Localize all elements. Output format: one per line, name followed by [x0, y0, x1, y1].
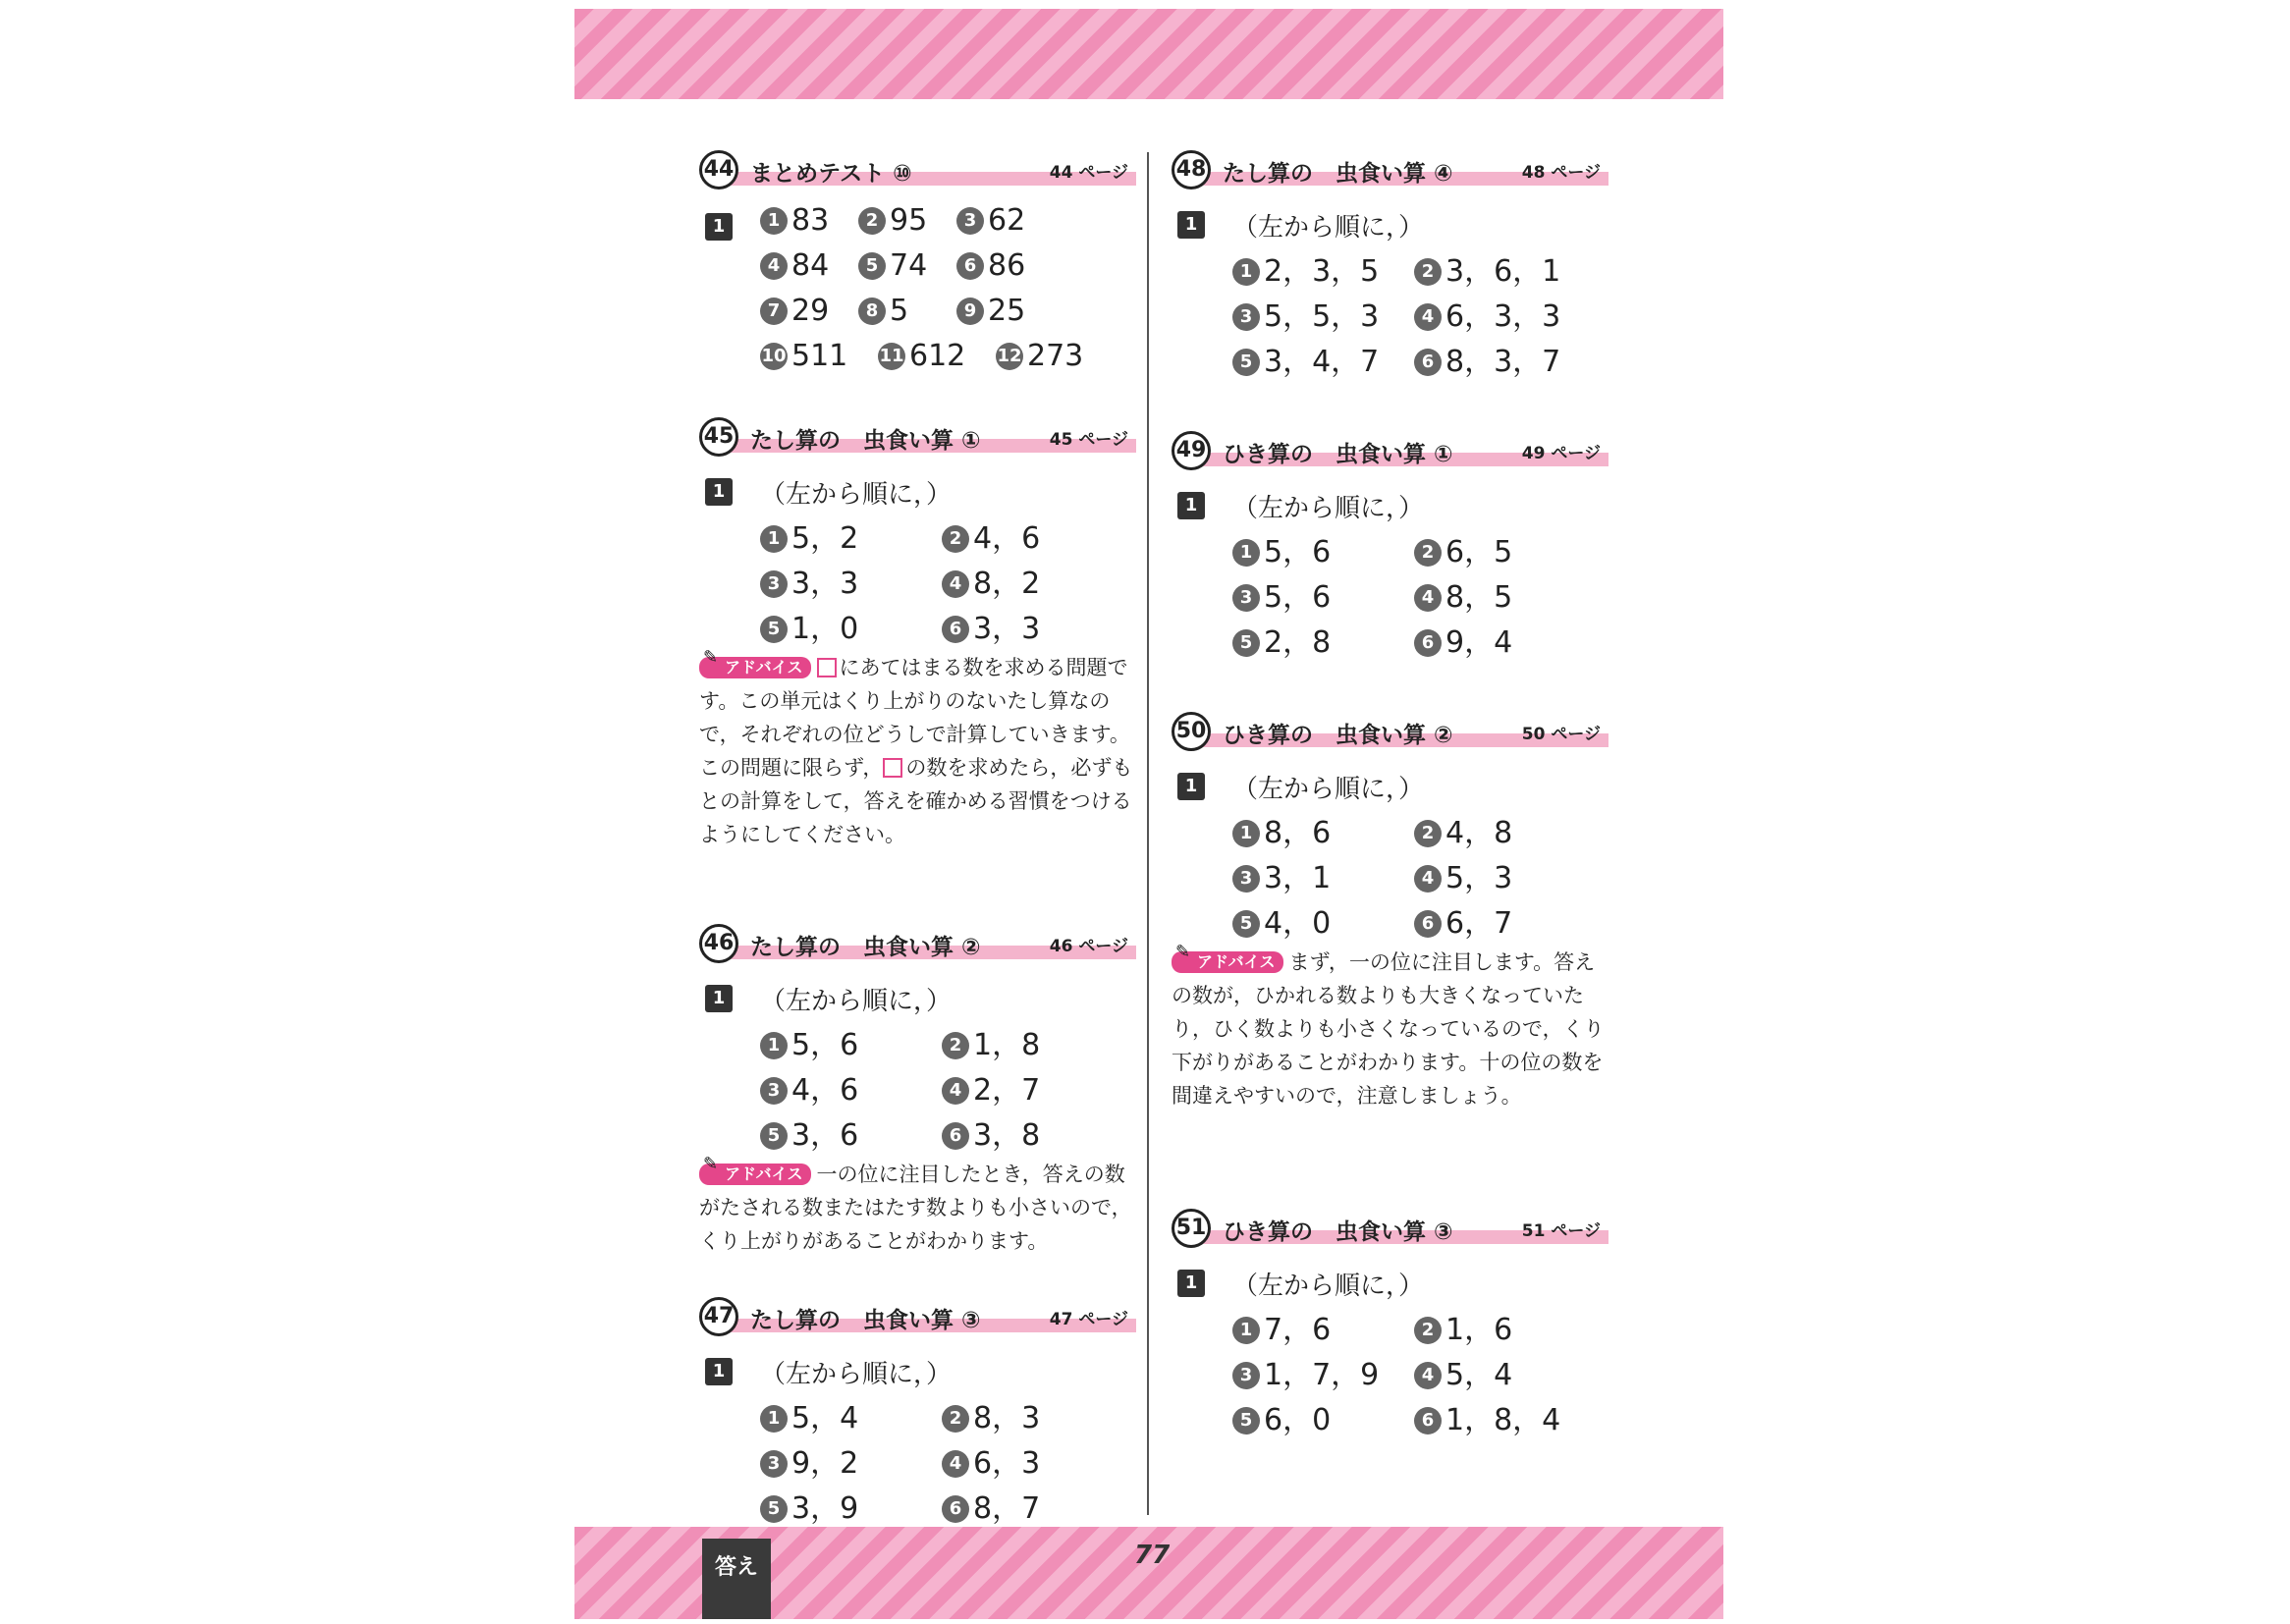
answer-value: 5，6: [1264, 535, 1332, 569]
section-title: ひき算の 虫食い算 ②: [1223, 723, 1453, 748]
answer-index: 2: [1414, 539, 1442, 567]
answer-value: 8，7: [973, 1491, 1041, 1526]
answer-index: 3: [760, 1077, 788, 1105]
question-number-box: 1: [705, 213, 733, 241]
answer-row: [699, 1484, 1136, 1529]
answer-row: [699, 1020, 1136, 1065]
answers-tab: 答え: [702, 1539, 771, 1619]
advice-label: ✎ アドバイス: [699, 1164, 811, 1185]
section-number: 50: [1172, 712, 1211, 751]
answer-item: [1414, 527, 1512, 570]
answer-value: 74: [890, 248, 928, 283]
answer-index: 4: [1414, 865, 1442, 893]
section-51: [1172, 1209, 1608, 1440]
section-number: 47: [699, 1297, 738, 1336]
answer-value: 1，8，4: [1445, 1403, 1561, 1437]
answer-value: 3，9: [791, 1491, 859, 1526]
answer-item: [942, 604, 1040, 647]
answer-item: [1414, 292, 1560, 335]
answer-value: 25: [988, 294, 1026, 328]
page-reference: 50 ページ: [1521, 725, 1601, 744]
answer-value: 2，8: [1264, 625, 1332, 660]
answer-item: [1414, 572, 1512, 616]
advice-text-2a: この問題に限らず，: [699, 756, 884, 780]
answer-value: 9，2: [791, 1446, 859, 1481]
answer-value: 5，6: [791, 1028, 859, 1062]
section-header: [1172, 1209, 1608, 1254]
question-row: [699, 203, 1136, 248]
answer-item: [1414, 246, 1560, 290]
section-header: [1172, 431, 1608, 476]
answer-value: 6，3，3: [1445, 299, 1561, 334]
advice-text: まず，一の位に注目します。答えの数が，ひかれる数よりも大きくなっていたり，ひく数よりも小さくなっているので，くり下がりがあることがわかります。十の位の数を間違えやすいので，注意しましょう。: [1172, 950, 1605, 1108]
answer-value: 9，4: [1445, 625, 1513, 660]
answer-index: 6: [1414, 349, 1442, 376]
advice-text: 一の位に注目したとき，答えの数がたされる数またはたす数よりも小さいので，くり上がりがあることがわかります。: [699, 1163, 1132, 1253]
answer-value: 3，3: [791, 567, 859, 601]
answer-index: 4: [1414, 303, 1442, 331]
answer-value: 3，3: [973, 612, 1041, 646]
answer-item: [956, 248, 1025, 283]
answer-item: [760, 1393, 858, 1436]
answer-item: [942, 514, 1040, 557]
section-number: 45: [699, 417, 738, 457]
answer-row: [1172, 1395, 1608, 1440]
answer-item: [1232, 292, 1379, 335]
answer-item: [1414, 337, 1560, 380]
section-title: ひき算の 虫食い算 ①: [1223, 442, 1453, 467]
answer-item: [760, 604, 858, 647]
answer-value: 7，6: [1264, 1313, 1332, 1347]
order-note: （左から順に，）: [1232, 494, 1425, 523]
answer-index: 7: [760, 298, 788, 325]
answer-item: [760, 514, 858, 557]
answer-value: 62: [988, 203, 1026, 238]
answer-item: [942, 559, 1040, 602]
answer-index: 5: [1232, 629, 1260, 657]
answer-row: [699, 339, 1136, 384]
section-50: [1172, 712, 1608, 1112]
answer-item: [1232, 618, 1331, 661]
advice-text-2b: の数を求めたら，必ずもとの計算をして，答えを確かめる習慣をつけるようにしてください。: [699, 756, 1133, 846]
question-number-box: 1: [1177, 1270, 1205, 1297]
answer-row: [699, 294, 1136, 339]
answer-item: [1414, 808, 1512, 851]
answer-index: 1: [760, 1032, 788, 1059]
answer-item: [760, 1020, 858, 1063]
advice-box: [699, 647, 1136, 851]
answer-row: [1172, 1350, 1608, 1395]
answer-item: [1232, 898, 1331, 942]
blank-box-icon: [817, 658, 837, 677]
answer-item: [760, 294, 829, 328]
answer-value: 1，6: [1445, 1313, 1513, 1347]
answer-index: 2: [942, 1032, 969, 1059]
answer-item: [1414, 618, 1512, 661]
answer-item: [956, 203, 1025, 238]
answer-index: 6: [1414, 1407, 1442, 1435]
answer-value: 5: [890, 294, 909, 328]
answer-index: 3: [1232, 1362, 1260, 1389]
answer-index: 6: [956, 252, 984, 280]
answer-index: 2: [1414, 820, 1442, 847]
section-44: [699, 150, 1136, 384]
answer-index: 4: [1414, 584, 1442, 612]
answer-value: 5，4: [1445, 1358, 1513, 1392]
answer-item: [1232, 1350, 1379, 1393]
question-number-box: 1: [1177, 211, 1205, 239]
page-reference: 51 ページ: [1521, 1221, 1601, 1241]
answer-item: [1232, 808, 1331, 851]
question-row: [699, 1348, 1136, 1393]
answer-index: 6: [942, 616, 969, 643]
answer-item: [1414, 853, 1512, 896]
answer-row: [1172, 337, 1608, 382]
answer-value: 6，0: [1264, 1403, 1332, 1437]
answer-item: [760, 248, 829, 283]
section-title: たし算の 虫食い算 ②: [750, 935, 981, 960]
page-reference: 48 ページ: [1521, 163, 1601, 183]
question-row: [699, 468, 1136, 514]
answer-item: [760, 559, 858, 602]
section-title: たし算の 虫食い算 ④: [1223, 161, 1453, 187]
answer-index: 5: [1232, 910, 1260, 938]
answer-index: 4: [1414, 1362, 1442, 1389]
answer-item: [1232, 1395, 1331, 1438]
answer-index: 1: [760, 207, 788, 235]
order-note: （左から順に，）: [1232, 1272, 1425, 1301]
answer-value: 6，5: [1445, 535, 1513, 569]
answer-row: [1172, 1305, 1608, 1350]
answer-value: 2，3，5: [1264, 254, 1380, 289]
answer-index: 2: [858, 207, 886, 235]
answer-index: 1: [1232, 1317, 1260, 1344]
answer-row: [1172, 292, 1608, 337]
pencil-icon: ✎: [1175, 942, 1191, 962]
answer-value: 8，3，7: [1445, 345, 1561, 379]
answer-value: 3，8: [973, 1118, 1041, 1153]
answer-index: 10: [760, 343, 788, 370]
page-reference: 45 ページ: [1049, 430, 1128, 450]
answer-value: 2，7: [973, 1073, 1041, 1108]
answer-row: [699, 559, 1136, 604]
question-row: [1172, 1260, 1608, 1305]
answer-value: 612: [909, 339, 966, 373]
answer-index: 2: [942, 525, 969, 553]
answer-row: [1172, 808, 1608, 853]
answer-item: [760, 339, 847, 373]
answer-value: 3，6，1: [1445, 254, 1561, 289]
question-number-box: 1: [705, 1358, 733, 1385]
answer-value: 273: [1027, 339, 1084, 373]
order-note: （左から順に，）: [760, 480, 953, 510]
answer-row: [1172, 572, 1608, 618]
advice-label: ✎ アドバイス: [1172, 951, 1283, 973]
answer-value: 29: [791, 294, 830, 328]
advice-box: [699, 1154, 1136, 1258]
answer-page: [574, 9, 1723, 1619]
answer-item: [1232, 1305, 1331, 1348]
answer-value: 86: [988, 248, 1026, 283]
answer-item: [1232, 527, 1331, 570]
order-note: （左から順に，）: [760, 987, 953, 1016]
advice-text-1: にあてはまる数を求める問題です。この単元はくり上がりのないたし算なので，それぞれの位どうしで計算していきます。: [699, 656, 1130, 746]
question-number-box: 1: [1177, 492, 1205, 519]
answer-item: [760, 1438, 858, 1482]
answer-item: [1414, 1350, 1512, 1393]
section-49: [1172, 431, 1608, 663]
answer-value: 83: [791, 203, 830, 238]
answer-item: [942, 1020, 1040, 1063]
answer-row: [699, 514, 1136, 559]
section-header: [699, 150, 1136, 195]
answer-index: 5: [858, 252, 886, 280]
answer-value: 4，6: [791, 1073, 859, 1108]
answer-item: [1414, 1395, 1560, 1438]
section-title: ひき算の 虫食い算 ③: [1223, 1219, 1453, 1245]
answer-row: [1172, 898, 1608, 944]
question-number-box: 1: [705, 985, 733, 1012]
answer-index: 12: [996, 343, 1023, 370]
answer-item: [1232, 246, 1379, 290]
answer-index: 5: [1232, 1407, 1260, 1435]
answer-row: [1172, 246, 1608, 292]
section-number: 48: [1172, 150, 1211, 189]
answer-item: [1414, 1305, 1512, 1348]
answer-index: 3: [1232, 584, 1260, 612]
advice-box: [1172, 942, 1608, 1112]
page-reference: 47 ページ: [1049, 1310, 1128, 1329]
answer-row: [699, 1393, 1136, 1438]
answer-row: [699, 1110, 1136, 1156]
section-title: たし算の 虫食い算 ①: [750, 428, 981, 454]
answer-item: [942, 1438, 1040, 1482]
answer-index: 5: [1232, 349, 1260, 376]
answer-index: 1: [760, 1405, 788, 1433]
answer-index: 6: [1414, 910, 1442, 938]
section-number: 46: [699, 924, 738, 963]
top-stripe-banner: [574, 9, 1723, 99]
answer-value: 95: [890, 203, 928, 238]
answer-value: 8，6: [1264, 816, 1332, 850]
answer-value: 8，5: [1445, 580, 1513, 615]
answer-row: [1172, 853, 1608, 898]
answer-row: [699, 604, 1136, 649]
answer-value: 5，6: [1264, 580, 1332, 615]
answer-value: 3，6: [791, 1118, 859, 1153]
section-number: 49: [1172, 431, 1211, 470]
answer-index: 2: [1414, 1317, 1442, 1344]
answer-index: 5: [760, 1122, 788, 1150]
answer-index: 6: [942, 1495, 969, 1523]
answer-index: 6: [1414, 629, 1442, 657]
column-divider: [1147, 152, 1149, 1515]
question-number-box: 1: [1177, 773, 1205, 800]
question-row: [1172, 763, 1608, 808]
question-row: [699, 975, 1136, 1020]
blank-box-icon: [883, 758, 902, 778]
answer-item: [878, 339, 965, 373]
section-48: [1172, 150, 1608, 382]
section-header: [699, 1297, 1136, 1342]
answer-row: [1172, 618, 1608, 663]
advice-label: ✎ アドバイス: [699, 657, 811, 678]
answer-item: [942, 1065, 1040, 1109]
answer-item: [996, 339, 1083, 373]
answer-item: [956, 294, 1025, 328]
answer-row: [699, 1065, 1136, 1110]
answer-item: [760, 203, 829, 238]
answer-index: 3: [760, 570, 788, 598]
answer-row: [1172, 527, 1608, 572]
order-note: （左から順に，）: [1232, 775, 1425, 804]
answer-row: [699, 1438, 1136, 1484]
section-header: [699, 924, 1136, 969]
answer-item: [942, 1393, 1040, 1436]
answer-value: 1，0: [791, 612, 859, 646]
answer-index: 6: [942, 1122, 969, 1150]
section-47: [699, 1297, 1136, 1529]
answer-index: 1: [760, 525, 788, 553]
answer-index: 3: [1232, 303, 1260, 331]
answer-item: [1232, 337, 1379, 380]
answer-item: [858, 294, 908, 328]
answer-index: 3: [1232, 865, 1260, 893]
answer-item: [942, 1484, 1040, 1527]
order-note: （左から順に，）: [760, 1360, 953, 1389]
section-45: [699, 417, 1136, 851]
pencil-icon: ✎: [703, 1154, 719, 1174]
answer-index: 1: [1232, 258, 1260, 286]
answer-index: 3: [956, 207, 984, 235]
answer-value: 4，0: [1264, 906, 1332, 941]
answer-index: 5: [760, 1495, 788, 1523]
answer-item: [760, 1484, 858, 1527]
question-row: [1172, 482, 1608, 527]
section-number: 51: [1172, 1209, 1211, 1248]
question-number-box: 1: [705, 478, 733, 506]
answer-item: [858, 248, 927, 283]
section-46: [699, 924, 1136, 1258]
answer-value: 5，2: [791, 521, 859, 556]
section-number: 44: [699, 150, 738, 189]
answer-value: 6，3: [973, 1446, 1041, 1481]
answer-value: 4，8: [1445, 816, 1513, 850]
pencil-icon: ✎: [703, 647, 719, 668]
answer-index: 8: [858, 298, 886, 325]
answer-value: 5，5，3: [1264, 299, 1380, 334]
answer-value: 8，2: [973, 567, 1041, 601]
section-header: [1172, 712, 1608, 757]
answer-value: 8，3: [973, 1401, 1041, 1435]
page-reference: 46 ページ: [1049, 937, 1128, 956]
section-title: まとめテスト ⑩: [750, 161, 912, 187]
answer-row: [699, 248, 1136, 294]
page-reference: 44 ページ: [1049, 163, 1128, 183]
answer-item: [858, 203, 927, 238]
answer-index: 1: [1232, 539, 1260, 567]
section-header: [1172, 150, 1608, 195]
answer-index: 1: [1232, 820, 1260, 847]
answer-index: 3: [760, 1450, 788, 1478]
page-number: 77: [1134, 1541, 1171, 1570]
page-reference: 49 ページ: [1521, 444, 1601, 463]
answer-item: [760, 1065, 858, 1109]
answer-index: 4: [942, 1077, 969, 1105]
answer-value: 5，4: [791, 1401, 859, 1435]
answer-value: 5，3: [1445, 861, 1513, 895]
answer-index: 5: [760, 616, 788, 643]
question-row: [1172, 201, 1608, 246]
answer-item: [760, 1110, 858, 1154]
answer-index: 11: [878, 343, 905, 370]
answer-index: 4: [760, 252, 788, 280]
answer-index: 4: [942, 1450, 969, 1478]
answer-value: 6，7: [1445, 906, 1513, 941]
answer-item: [942, 1110, 1040, 1154]
answer-value: 3，4，7: [1264, 345, 1380, 379]
answer-index: 2: [1414, 258, 1442, 286]
answer-index: 2: [942, 1405, 969, 1433]
order-note: （左から順に，）: [1232, 213, 1425, 243]
answer-value: 4，6: [973, 521, 1041, 556]
section-title: たし算の 虫食い算 ③: [750, 1308, 981, 1333]
answer-value: 511: [791, 339, 848, 373]
answer-value: 84: [791, 248, 830, 283]
answer-value: 3，1: [1264, 861, 1332, 895]
section-header: [699, 417, 1136, 462]
answer-value: 1，7，9: [1264, 1358, 1380, 1392]
answer-item: [1232, 572, 1331, 616]
answer-index: 9: [956, 298, 984, 325]
answer-value: 1，8: [973, 1028, 1041, 1062]
answer-index: 4: [942, 570, 969, 598]
answer-item: [1414, 898, 1512, 942]
answer-item: [1232, 853, 1331, 896]
